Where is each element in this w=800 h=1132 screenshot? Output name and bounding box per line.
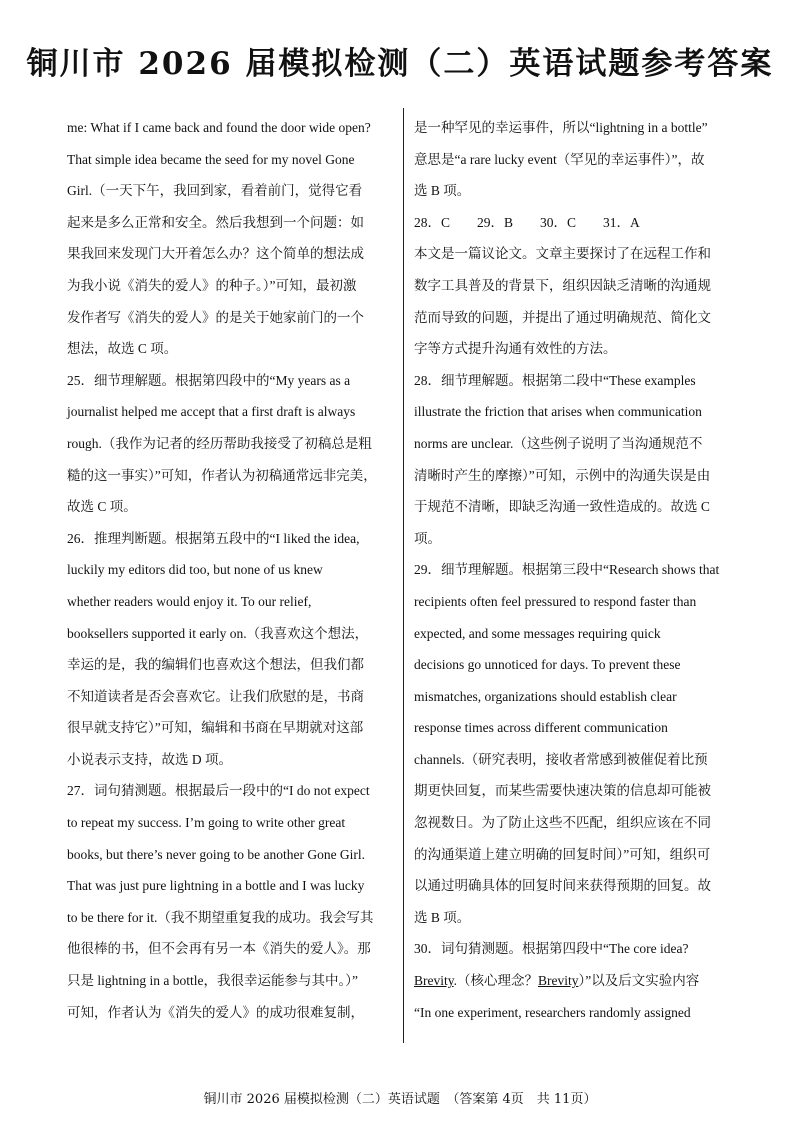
text-line: 他很棒的书，但不会再有另一本《消失的爱人》。那 [67,941,371,957]
text-line: norms are unclear.（这些例子说明了当沟通规范不 [414,435,703,451]
text-line: 以通过明确具体的回复时间来获得预期的回复。故 [414,878,711,894]
text-line: mismatches, organizations should establish clear [414,688,677,704]
text-line: 想法，故选 C 项。 [67,341,178,357]
text-line: 28．C 29．B 30．C 31．A [414,214,640,230]
text-span: ）”以及后文实验内容 [578,973,700,989]
text-line: 为我小说《消失的爱人》的种子。）”可知，最初激 [67,277,357,293]
text-line: rough.（我作为记者的经历帮助我接受了初稿总是粗 [67,435,372,451]
text-line: 不知道读者是否会喜欢它。让我们欣慰的是，书商 [67,688,364,704]
text-line: 数字工具普及的背景下，组织因缺乏清晰的沟通规 [414,277,711,293]
text-line: 于规范不清晰，即缺乏沟通一致性造成的。故选 C [414,499,710,515]
text-line: to repeat my success. I’m going to write other great [67,815,346,831]
text-line: 糙的这一事实）”可知，作者认为初稿通常远非完美， [67,467,377,483]
text-line: illustrate the friction that arises when communication [414,404,702,420]
text-line: That was just pure lightning in a bottle and I was lucky [67,878,365,894]
text-line: me: What if I came back and found the door wide open? [67,120,371,135]
text-line: 起来是多么正常和安全。然后我想到一个问题：如 [67,214,364,230]
text-line: 清晰时产生的摩擦）”可知，示例中的沟通失误是由 [414,467,711,483]
text-line: 29．细节理解题。根据第三段中“Research shows that [414,562,720,578]
text-line: 很早就支持它）”可知，编辑和书商在早期就对这部 [67,720,364,736]
text-line: 范而导致的问题，并提出了通过明确规范、简化文 [414,309,711,325]
text-line: 27．词句猜测题。根据最后一段中的“I do not expect [67,783,370,799]
text-span: .（核心理念？ [453,973,538,989]
text-line: 果我回来发现门大开着怎么办？这个简单的想法成 [67,246,364,262]
text-line: 意思是“a rare lucky event（罕见的幸运事件）”，故 [414,151,705,167]
text-line: 的沟通渠道上建立明确的回复时间）”可知，组织可 [414,846,711,862]
text-line: 小说表示支持，故选 D 项。 [67,751,232,767]
text-line: books, but there’s never going to be another Gone Girl. [67,846,366,862]
text-line: channels.（研究表明，接收者常感到被催促着比预 [414,751,708,767]
text-line: 项。 [414,530,441,546]
text-line: to be there for it.（我不期望重复我的成功。我会写其 [67,909,374,925]
text-line: 26．推理判断题。根据第五段中的“I liked the idea, [67,530,360,546]
underlined-term: Brevity [414,973,454,989]
text-line: 28．细节理解题。根据第二段中“These examples [414,372,696,388]
text-line: 故选 C 项。 [67,499,137,515]
text-line: 发作者写《消失的爱人》的是关于她家前门的一个 [67,309,364,325]
text-line: 是一种罕见的幸运事件，所以“lightning in a bottle” [414,120,708,135]
text-line: expected, and some messages requiring quick [414,625,661,641]
text-line: 期更快回复，而某些需要快速决策的信息却可能被 [414,783,711,799]
text-line: booksellers supported it early on.（我喜欢这个想法， [67,625,369,641]
text-line: decisions go unnoticed for days. To prevent these [414,657,681,673]
text-line: 忽视数日。为了防止这些不匹配，组织应该在不同 [414,815,711,831]
page-footer: 铜川市 2026 届模拟检测（二）英语试题 （答案第 4页 共 11页） [203,1092,597,1107]
column-divider [403,108,404,1043]
left-column [67,112,393,1028]
text-line: luckily my editors did too, but none of us knew [67,562,323,578]
text-line: response times across different communication [414,720,668,736]
text-line: 30．词句猜测题。根据第四段中“The core idea? [414,941,689,957]
text-line: “In one experiment, researchers randomly assigned [414,1004,691,1020]
text-line [414,965,734,997]
text-line: 可知，作者认为《消失的爱人》的成功很难复制， [67,1004,364,1020]
text-line: journalist helped me accept that a first draft is always [67,404,356,420]
text-line: whether readers would enjoy it. To our relief, [67,593,312,609]
underlined-term: Brevity [538,973,579,989]
text-line: Girl.（一天下午，我回到家，看着前门，觉得它看 [67,183,363,199]
text-line: That simple idea became the seed for my novel Gone [67,151,355,167]
text-line: 字等方式提升沟通有效性的方法。 [414,341,617,357]
text-line: 25．细节理解题。根据第四段中的“My years as a [67,372,351,388]
text-line: 幸运的是，我的编辑们也喜欢这个想法，但我们都 [67,657,364,673]
page-title: 铜川市 2026 届模拟检测（二）英语试题参考答案 [26,46,774,82]
text-line: 选 B 项。 [414,183,471,199]
text-line: recipients often feel pressured to respond faster than [414,593,697,609]
text-line: 选 B 项。 [414,909,471,925]
text-line: 只是 lightning in a bottle，我很幸运能参与其中。）” [67,973,358,989]
right-column [414,112,734,1028]
text-line: 本文是一篇议论文。文章主要探讨了在远程工作和 [414,246,711,262]
